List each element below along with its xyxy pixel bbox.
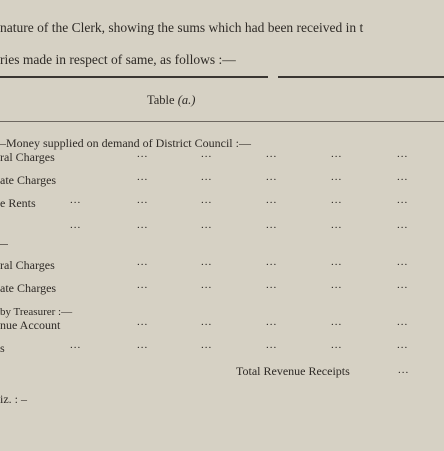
leader-dots: ... <box>137 339 149 351</box>
leader-dots: ... <box>331 194 343 206</box>
leader-dots: ... <box>137 316 149 328</box>
leader-dots: ... <box>201 219 213 231</box>
leader-dots: ... <box>137 194 149 206</box>
leader-dots: ... <box>201 194 213 206</box>
leader-dots: ... <box>331 171 343 183</box>
row-label: ate Charges <box>0 173 57 187</box>
leader-dots: ... <box>201 316 213 328</box>
leader-dots: ... <box>397 316 409 328</box>
row-label: ral Charges <box>0 150 55 164</box>
leader-dots: ... <box>137 171 149 183</box>
leader-dots: ... <box>137 219 149 231</box>
table-title <box>147 93 195 108</box>
leader-dots: ... <box>201 339 213 351</box>
leader-dots: ... <box>137 279 149 291</box>
short-dash <box>0 244 8 245</box>
section-heading: –Money supplied on demand of District Council :— <box>0 136 251 150</box>
row-label: nue Account <box>0 318 61 332</box>
intro-line-1: nature of the Clerk, showing the sums which had been received in t <box>0 20 364 35</box>
leader-dots: ... <box>397 194 409 206</box>
row-label: by Treasurer :— <box>0 306 73 318</box>
row-label: ral Charges <box>0 258 55 272</box>
leader-dots: ... <box>397 171 409 183</box>
leader-dots: ... <box>331 279 343 291</box>
leader-dots: ... <box>331 256 343 268</box>
leader-dots: ... <box>266 256 278 268</box>
row-label: e Rents <box>0 196 36 210</box>
top-rule-right <box>278 76 444 78</box>
leader-dots: ... <box>201 256 213 268</box>
leader-dots: ... <box>397 279 409 291</box>
table-title-ref: (a.) <box>177 93 196 107</box>
leader-dots: ... <box>201 279 213 291</box>
total-label: Total Revenue Receipts <box>236 364 350 378</box>
leader-dots: ... <box>266 339 278 351</box>
leader-dots: ... <box>331 148 343 160</box>
leader-dots: ... <box>137 256 149 268</box>
leader-dots: ... <box>266 279 278 291</box>
leader-dots: ... <box>331 339 343 351</box>
leader-dots: ... <box>70 219 82 231</box>
top-rule-left <box>0 76 268 78</box>
leader-dots: ... <box>266 148 278 160</box>
leader-dots: ... <box>137 148 149 160</box>
leader-dots: ... <box>397 256 409 268</box>
leader-dots: ... <box>331 316 343 328</box>
leader-dots: ... <box>266 194 278 206</box>
table-title-text: Table <box>147 93 175 107</box>
row-label: ate Charges <box>0 281 57 295</box>
leader-dots: ... <box>397 339 409 351</box>
leader-dots: ... <box>397 219 409 231</box>
leader-dots: ... <box>70 339 82 351</box>
leader-dots: ... <box>266 316 278 328</box>
leader-dots: ... <box>266 171 278 183</box>
title-rule <box>0 121 444 122</box>
row-label: s <box>0 341 5 355</box>
footer-text: iz. : – <box>0 392 27 406</box>
leader-dots: ... <box>266 219 278 231</box>
leader-dots: ... <box>201 148 213 160</box>
leader-dots: ... <box>331 219 343 231</box>
leader-dots: ... <box>70 194 82 206</box>
leader-dots: ... <box>397 148 409 160</box>
leader-dots: ... <box>201 171 213 183</box>
intro-line-2: ries made in respect of same, as follows :— <box>0 52 236 67</box>
leader-dots: ... <box>398 364 410 376</box>
